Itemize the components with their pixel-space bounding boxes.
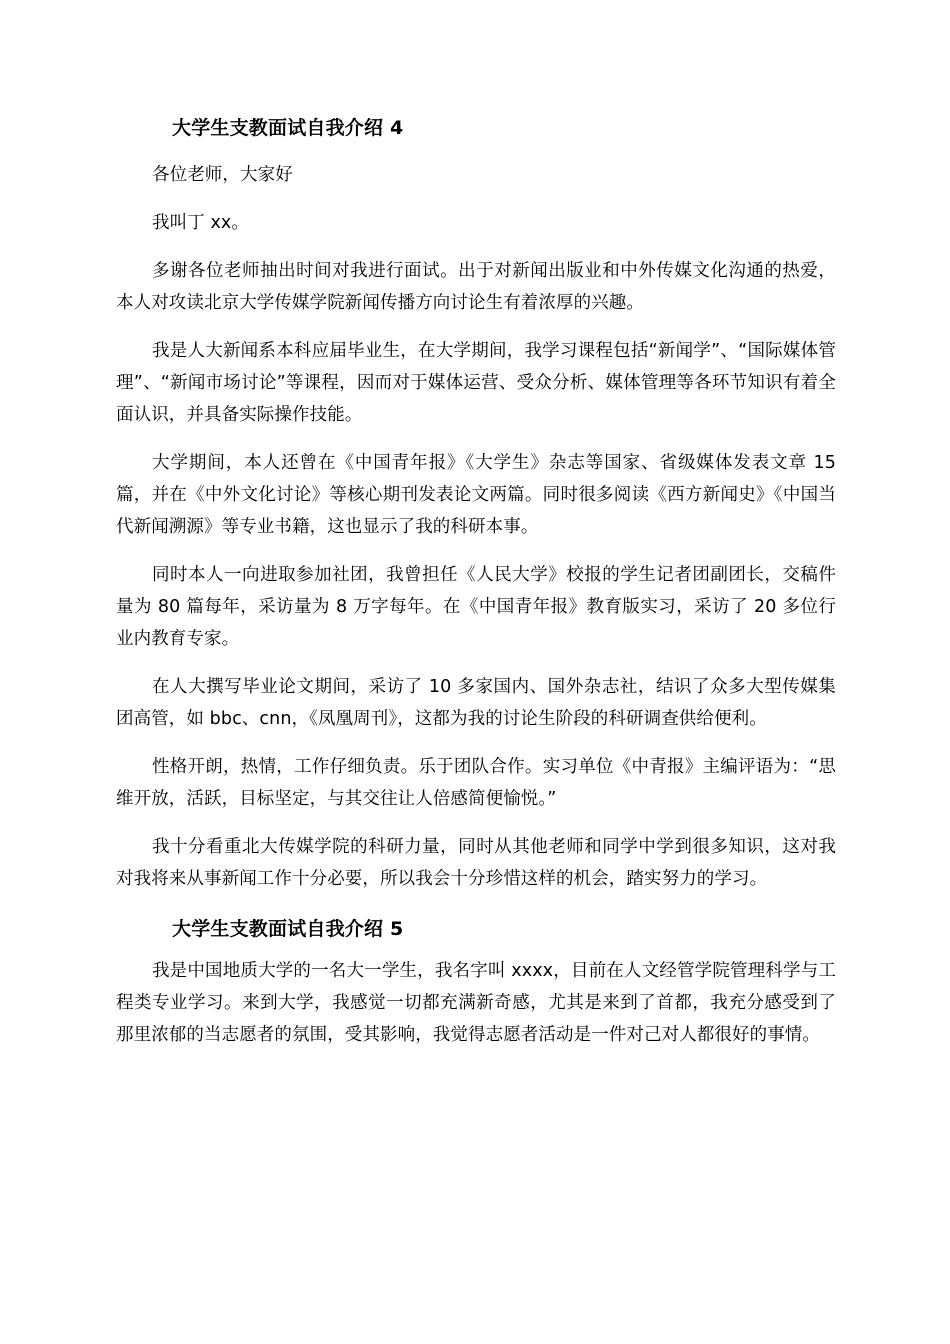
paragraph-name: 我叫丁 xx。 (152, 213, 249, 233)
paragraph-conclusion: 我十分看重北大传媒学院的科研力量，同时从其他老师和同学中学到很多知识，这对我对我将来从事新闻工作十分必要，所以我会十分珍惜这样的机会，踏实努力的学习。 (116, 837, 836, 889)
paragraph-personality: 性格开朗，热情，工作仔细负责。乐于团队合作。实习单位《中青报》主编评语为：“思维开放，活跃，目标坚定，与其交往让人倍感简便愉悦。” (116, 757, 836, 809)
paragraph-club: 同时本人一向进取参加社团，我曾担任《人民大学》校报的学生记者团副团长，交稿件量为 80 篇每年，采访量为 8 万字每年。在《中国青年报》教育版实习，采访了 20 多位行业内教育专家。 (116, 565, 836, 649)
paragraph-education: 我是人大新闻系本科应届毕业生，在大学期间，我学习课程包括“新闻学”、“国际媒体管理”、“新闻市场讨论”等课程，因而对于媒体运营、受众分析、媒体管理等各环节知识有着全面认识，并具备实际操作技能。 (116, 341, 836, 425)
document-body (116, 112, 836, 1067)
section-5-heading: 大学生支教面试自我介绍 5 (172, 918, 404, 940)
paragraph-thesis: 在人大撰写毕业论文期间，采访了 10 多家国内、国外杂志社，结识了众多大型传媒集团高管，如 bbc、cnn，《凤凰周刊》，这都为我的讨论生阶段的科研调查供给便利。 (116, 677, 836, 729)
paragraph-intro-5: 我是中国地质大学的一名大一学生，我名字叫 xxxx，目前在人文经管学院管理科学与工程类专业学习。来到大学，我感觉一切都充满新奇感，尤其是来到了首都，我充分感受到了那里浓郁的当志愿者的氛围，受其影响，我觉得志愿者活动是一件对己对人都很好的事情。 (116, 961, 836, 1045)
paragraph-thanks: 多谢各位老师抽出时间对我进行面试。出于对新闻出版业和中外传媒文化沟通的热爱，本人对攻读北京大学传媒学院新闻传播方向讨论生有着浓厚的兴趣。 (116, 261, 836, 313)
paragraph-publications: 大学期间，本人还曾在《中国青年报》《大学生》杂志等国家、省级媒体发表文章 15 篇，并在《中外文化讨论》等核心期刊发表论文两篇。同时很多阅读《西方新闻史》《中国当代新闻溯源》等专业书籍，这也显示了我的科研本事。 (116, 453, 836, 537)
paragraph-greeting: 各位老师，大家好 (152, 165, 293, 185)
section-4-heading: 大学生支教面试自我介绍 4 (172, 117, 404, 139)
